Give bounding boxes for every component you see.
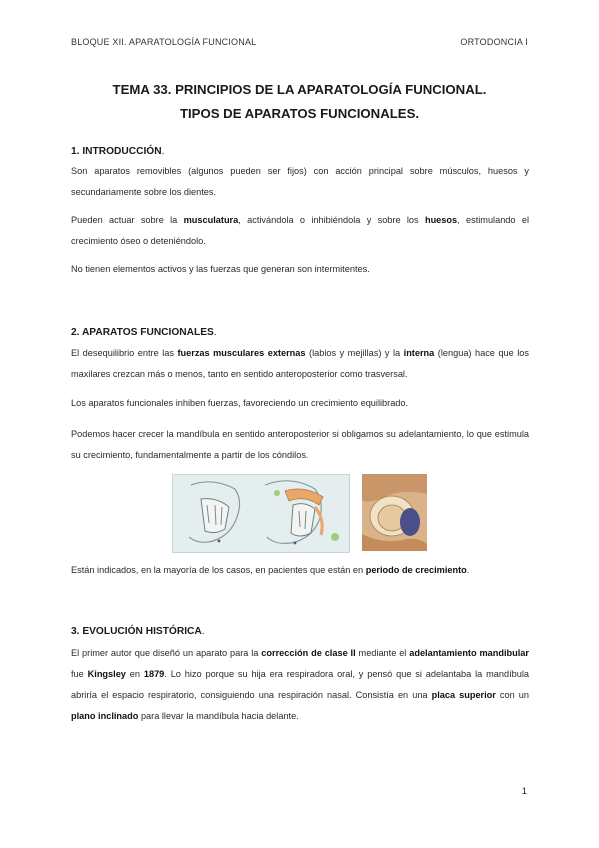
condyle-cross-section-photo [362, 474, 427, 551]
bold-term: musculatura [183, 215, 239, 225]
text-run: El desequilibrio entre las [71, 348, 178, 358]
paragraph: Los aparatos funcionales inhiben fuerzas, favoreciendo un crecimiento equilibrado. [71, 398, 409, 408]
section-heading-introduccion [71, 146, 164, 157]
bold-term: Kingsley [87, 669, 126, 679]
text-run: con un [495, 690, 529, 700]
bold-term: adelantamiento mandibular [409, 648, 529, 658]
section-heading-text: 2. APARATOS FUNCIONALES [71, 327, 214, 338]
photo-svg [362, 474, 427, 551]
bold-term: plano inclinado [71, 711, 139, 721]
bold-term: placa superior [431, 690, 496, 700]
diagram-svg [173, 475, 350, 552]
title-line-1: TEMA 33. PRINCIPIOS DE LA APARATOLOGÍA FUNCIONAL. [112, 82, 487, 97]
text-run: fue [71, 669, 88, 679]
page-header [71, 37, 528, 47]
bold-term: 1879 [143, 669, 165, 679]
section-heading-text: 3. EVOLUCIÓN HISTÓRICA [71, 626, 202, 637]
mandible-advancement-diagram [172, 474, 350, 553]
header-left: BLOQUE XII. APARATOLOGÍA FUNCIONAL [71, 37, 257, 47]
figure-aparatos-funcionales [172, 474, 427, 551]
text-run: (labios y mejillas) y la [305, 348, 404, 358]
text-run: mediante el [355, 648, 410, 658]
title-line-2: TIPOS DE APARATOS FUNCIONALES. [179, 106, 420, 121]
text-run: para llevar la mandíbula hacia delante. [138, 711, 299, 721]
bold-term: periodo de crecimiento [365, 565, 467, 575]
text-run: . Lo hizo porque su hija era respiradora oral, y pensó que si adelantaba la mandíbula abriría el espacio respiratorio, consiguiendo una respiración nasal. Consistía en una [71, 669, 529, 700]
paragraph [71, 210, 529, 252]
text-run: en [125, 669, 144, 679]
bold-term: fuerzas musculares externas [177, 348, 306, 358]
bold-term: corrección de clase II [261, 648, 356, 658]
header-right: ORTODONCIA I [460, 37, 528, 47]
text-run: . [466, 565, 470, 575]
page-number: 1 [521, 786, 527, 797]
text-run: (lengua) hace que los maxilares crezcan más o menos, tanto en sentido anteroposterior como trasversal. [71, 348, 530, 379]
paragraph [71, 343, 529, 385]
paragraph: No tienen elementos activos y las fuerzas que generan son intermitentes. [71, 264, 370, 274]
text-run: Están indicados, en la mayoría de los casos, en pacientes que están en [71, 565, 366, 575]
section-heading-suffix: . [201, 626, 205, 637]
bold-term: huesos [424, 215, 458, 225]
paragraph [71, 643, 529, 727]
text-run: , estimulando el crecimiento óseo o deteniéndolo. [71, 215, 529, 246]
section-heading-evolucion-historica [71, 626, 205, 637]
paragraph [71, 560, 529, 581]
text-run: , activándola o inhibiéndola y sobre los [238, 215, 425, 225]
page-title [40, 78, 559, 126]
section-heading-text: 1. INTRODUCCIÓN [71, 146, 162, 157]
text-run: El primer autor que diseñó un aparato para la [71, 648, 262, 658]
text-run: Pueden actuar sobre la [71, 215, 184, 225]
section-heading-suffix: . [161, 146, 165, 157]
bold-term: interna [403, 348, 435, 358]
paragraph: Podemos hacer crecer la mandíbula en sentido anteroposterior si obligamos su adelantamiento, lo que estimula su crecimiento, fundamentalmente a partir de los cóndilos. [71, 429, 529, 460]
paragraph: Son aparatos removibles (algunos pueden ser fijos) con acción principal sobre músculos, huesos y secundariamente sobre los dientes. [71, 166, 529, 197]
section-heading-aparatos-funcionales [71, 327, 217, 338]
section-heading-suffix: . [213, 327, 217, 338]
